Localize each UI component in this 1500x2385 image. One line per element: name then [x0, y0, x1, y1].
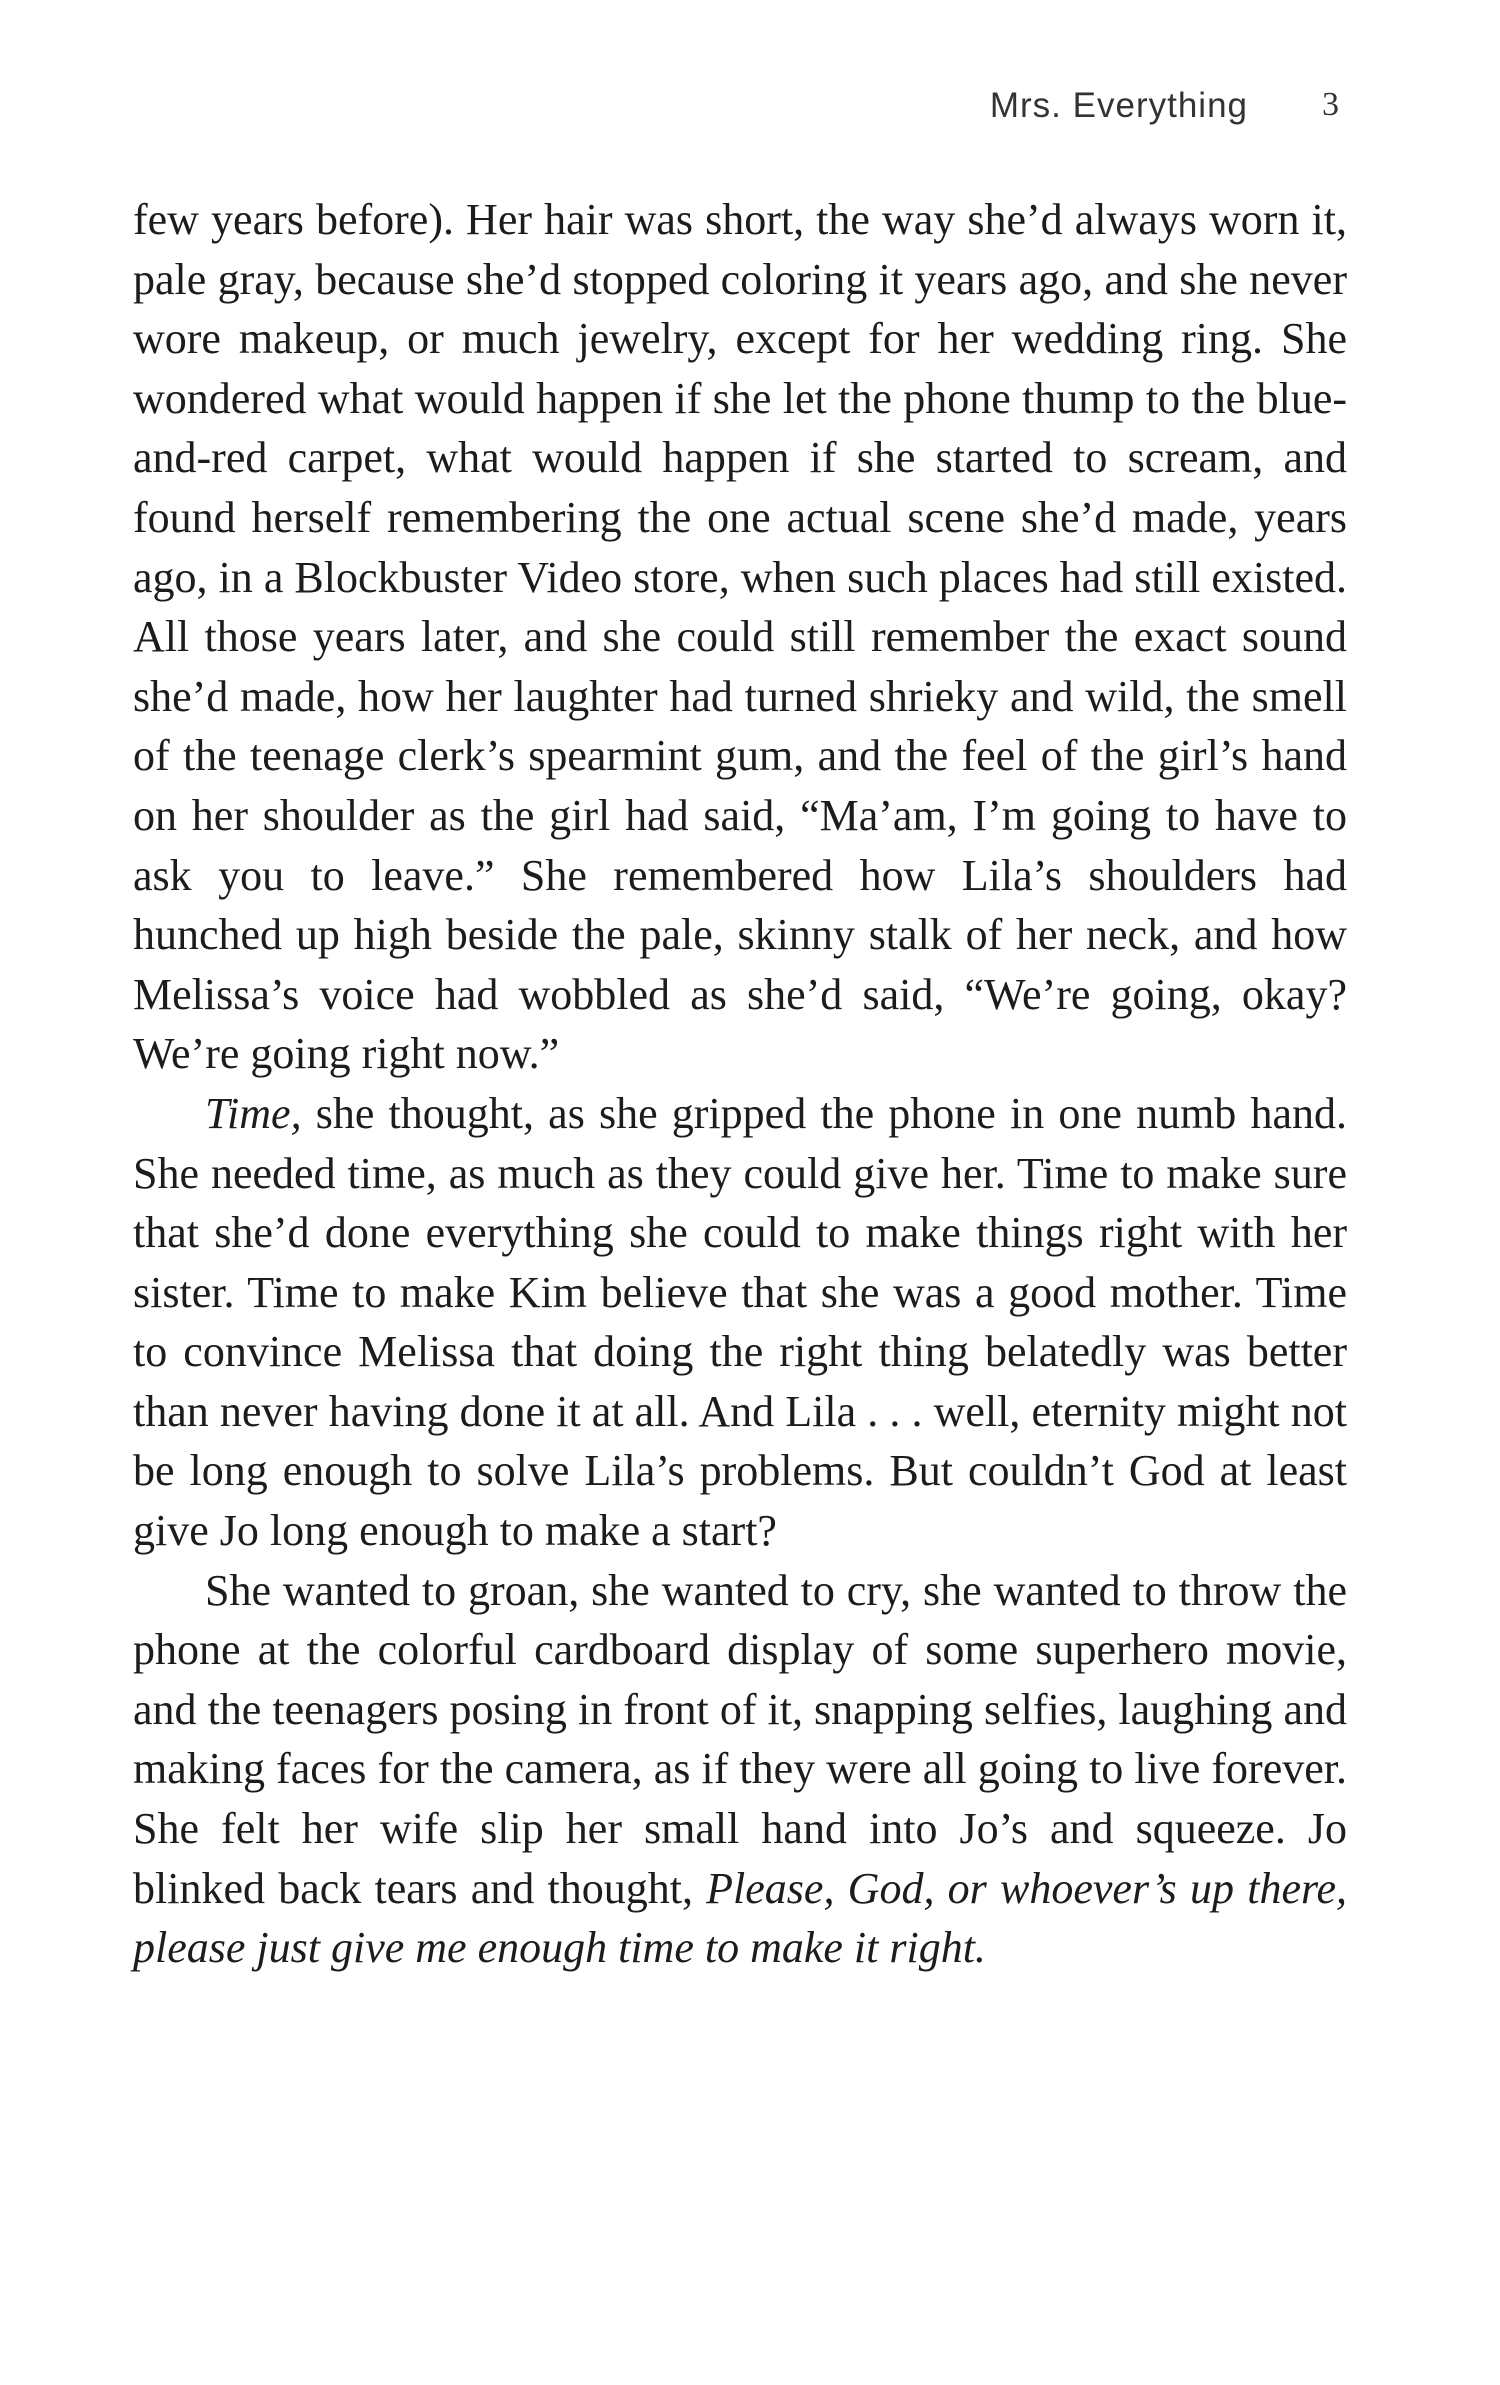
paragraph-2-italic-lead: Time,	[205, 1088, 302, 1138]
paragraph-1-text: few years before). Her hair was short, the way she’d always worn it, pale gray, because she’d stopped coloring it years ago, and she never wore makeup, or much jewelry, except for her wedding ring. She wondered what would happen if she let the phone thump to the blue-and-red carpet, what would happen if she started to scream, and found herself remembering the one actual scene she’d made, years ago, in a Blockbuster Video store, when such places had still existed. All those years later, and she could still remember the exact sound she’d made, how her laughter had turned shrieky and wild, the smell of the teenage clerk’s spearmint gum, and the feel of the girl’s hand on her shoulder as the girl had said, “Ma’am, I’m going to have to ask you to leave.” She remembered how Lila’s shoulders had hunched up high beside the pale, skinny stalk of her neck, and how Melissa’s voice had wobbled as she’d said, “We’re going, okay? We’re going right now.”	[133, 195, 1347, 1079]
running-title: Mrs. Everything	[989, 86, 1248, 125]
paragraph-3-italic-prayer: Please, God, or whoever’s up there, please just give me enough time to make it right.	[133, 1863, 1348, 1973]
paragraph-2	[133, 1084, 1347, 1561]
page-number: 3	[1322, 86, 1340, 123]
body-text	[133, 190, 1347, 1978]
paragraph-2-text: she thought, as she gripped the phone in one numb hand. She needed time, as much as they could give her. Time to make sure that she’d done everything she could to make things right with her sister. Time to make Kim believe that she was a good mother. Time to convince Melissa that doing the right thing belatedly was better than never having done it at all. And Lila . . . well, eternity might not be long enough to solve Lila’s problems. But couldn’t God at least give Jo long enough to make a start?	[133, 1088, 1347, 1556]
paragraph-3	[133, 1561, 1347, 1978]
paragraph-1	[133, 190, 1347, 1084]
running-head	[0, 86, 1340, 136]
paragraph-3-text: She wanted to groan, she wanted to cry, she wanted to throw the phone at the colorful cardboard display of some superhero movie, and the teenagers posing in front of it, snapping selfies, laughing and making faces for the camera, as if they were all going to live forever. She felt her wife slip her small hand into Jo’s and squeeze. Jo blinked back tears and thought,	[133, 1565, 1347, 1913]
